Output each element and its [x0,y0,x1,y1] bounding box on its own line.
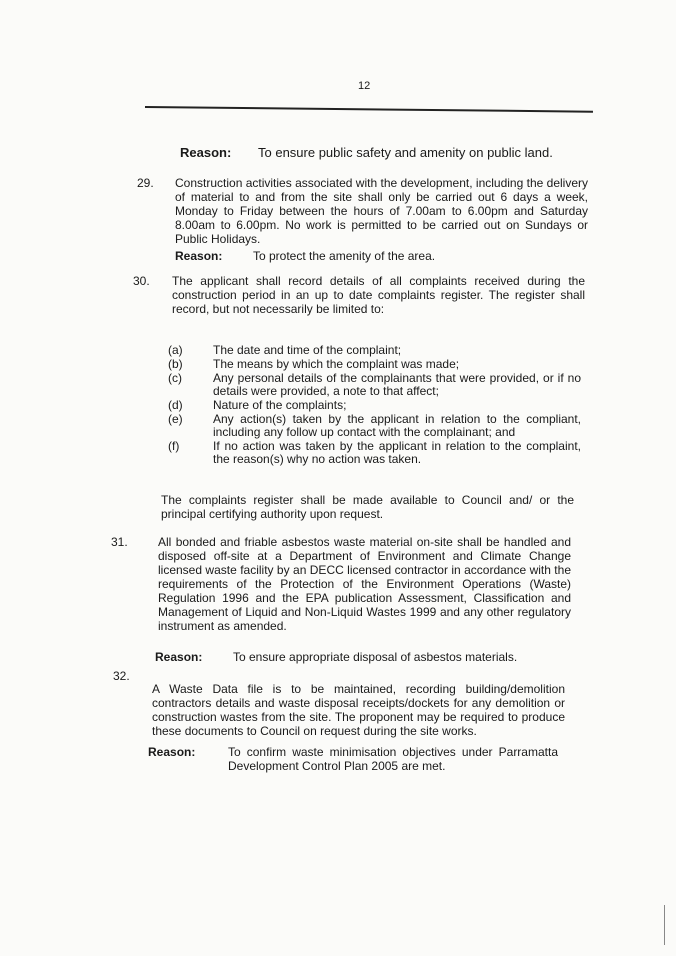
reason-label: Reason: [155,650,203,664]
item-letter: (c) [168,371,182,385]
list-item [168,372,581,398]
item-letter: (f) [168,439,180,453]
item-text: The date and time of the complaint; [213,343,402,357]
reason-text: To protect the amenity of the area. [253,249,436,263]
condition-29-text: Construction activities associated with the development, including the delivery of material to and from the site shall only be carried out 6 days a week, Monday to Friday between the hours of 7.00am to 6.00pm and Saturday 8.00am to 6.00pm. No work is permitted to be carried out on Sundays or Public Holidays. [175,176,588,246]
condition-30-text: The applicant shall record details of all complaints received during the construction period in an up to date complaints register. The register shall record, but not necessarily be limited to: [172,274,585,316]
condition-29-reason [175,249,588,263]
condition-number: 30. [133,274,150,288]
item-text: Any action(s) taken by the applicant in relation to the compliant, including any follow up contact with the complainant; and [213,412,581,439]
condition-number: 32. [113,669,130,683]
item-letter: (e) [168,412,183,426]
condition-number: 29. [137,176,154,190]
reason-label: Reason: [148,745,196,759]
condition-32-reason [148,745,566,773]
item-letter: (b) [168,357,183,371]
item-letter: (a) [168,343,183,357]
condition-number: 31. [111,535,128,549]
reason-text: To confirm waste minimisation objectives under Parramatta Development Control Plan 2005 are met. [228,745,558,773]
header-rule [145,106,593,113]
reason-text: To ensure public safety and amenity on public land. [258,145,553,160]
item-text: If no action was taken by the applicant in relation to the complaint, the reason(s) why no action was taken. [213,439,581,466]
page-number: 12 [358,80,371,92]
item-text: Nature of the complaints; [213,398,347,412]
list-item [168,358,581,371]
reason-label: Reason: [180,145,232,160]
item-letter: (d) [168,398,183,412]
condition-30-closing: The complaints register shall be made available to Council and/ or the principal certifying authority upon request. [161,493,574,521]
reason-label: Reason: [175,249,223,263]
condition-32-text: A Waste Data file is to be maintained, recording building/demolition contractors details and waste disposal receipts/dockets for any demolition or construction wastes from the site. The proponent may be required to produce these documents to Council on request during the site works. [152,682,565,738]
list-item [168,440,581,466]
top-reason [180,146,600,160]
margin-mark [664,905,665,945]
condition-31-text: All bonded and friable asbestos waste material on-site shall be handled and disposed off-site at a Department of Environment and Climate Change licensed waste facility by an DECC licensed contractor in accordance with the requirements of the Protection of the Environment Operations (Waste) Regulation 1996 and the EPA publication Assessment, Classification and Management of Liquid and Non-Liquid Wastes 1999 and any other regulatory instrument as amended. [158,535,571,633]
condition-31-reason [155,650,568,664]
list-item [168,413,581,439]
complaint-items-list [168,344,581,466]
list-item [168,399,581,412]
item-text: Any personal details of the complainants that were provided, or if no details were provided, a note to that affect; [213,371,581,398]
list-item [168,344,581,357]
reason-text: To ensure appropriate disposal of asbestos materials. [233,650,518,664]
item-text: The means by which the complaint was made; [213,357,460,371]
